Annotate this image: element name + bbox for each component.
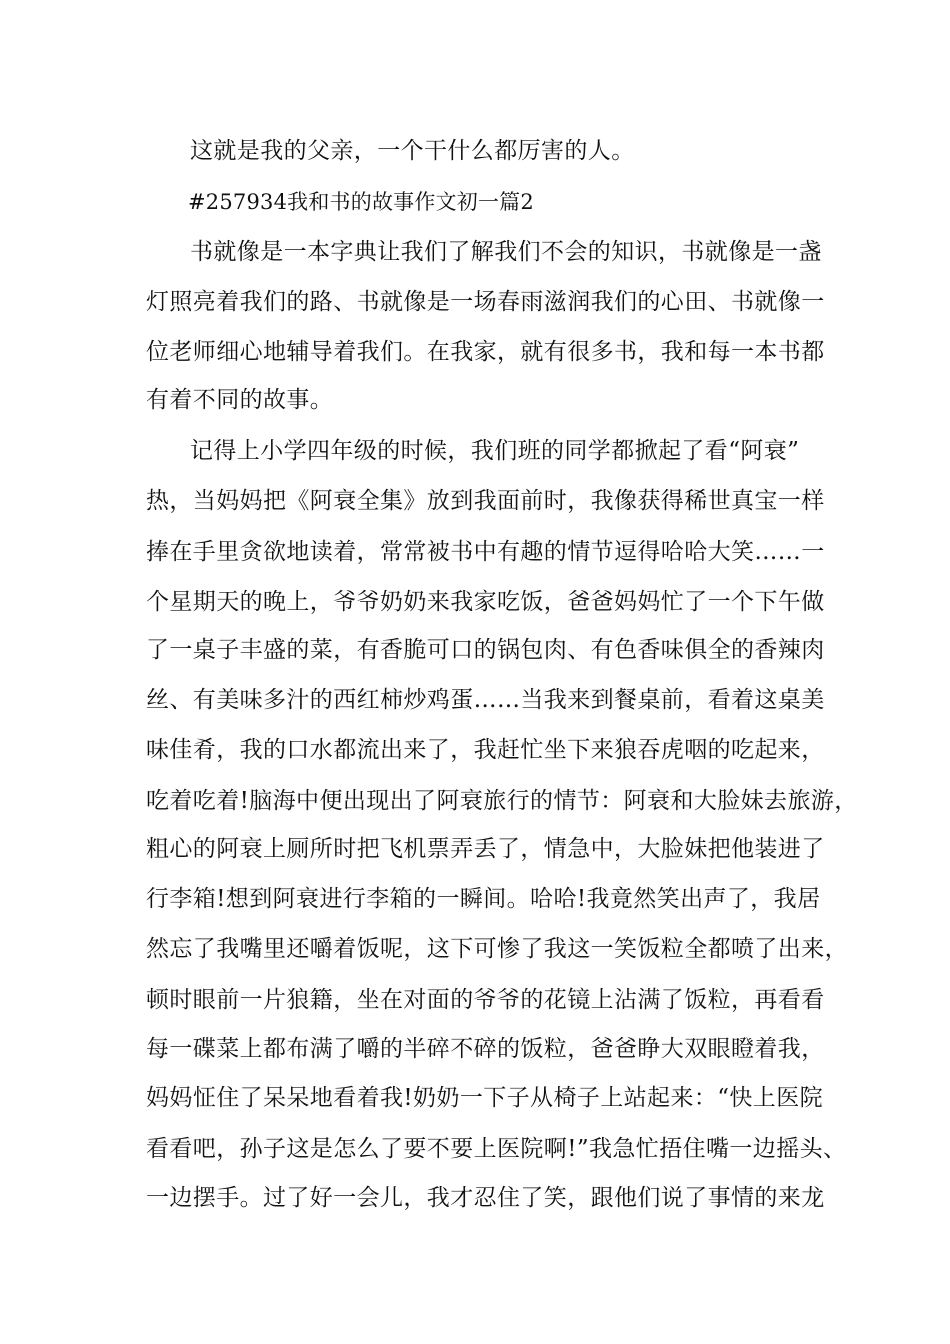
- text-line: 个星期天的晚上，爷爷奶奶来我家吃饭，爸爸妈妈忙了一个下午做: [146, 589, 825, 615]
- text-line: 这就是我的父亲，一个干什么都厉害的人。: [190, 138, 635, 164]
- text-line: 吃着吃着!脑海中便出现出了阿衰旅行的情节：阿衰和大脸妹去旅游，: [146, 788, 858, 814]
- text-line: 每一碟菜上都布满了嚼的半碎不碎的饭粒，爸爸睁大双眼瞪着我，: [146, 1036, 825, 1062]
- text-line: 有着不同的故事。: [146, 387, 334, 413]
- text-line: 味佳肴，我的口水都流出来了，我赶忙坐下来狼吞虎咽的吃起来，: [146, 737, 825, 763]
- section-heading: #257934我和书的故事作文初一篇2: [188, 190, 534, 214]
- text-line: 丝、有美味多汁的西红柿炒鸡蛋……当我来到餐桌前，看着这桌美: [146, 687, 825, 713]
- text-line: 看看吧，孙子这是怎么了要不要上医院啊!”我急忙捂住嘴一边摇头、: [146, 1136, 847, 1162]
- text-line: 粗心的阿衰上厕所时把飞机票弄丢了，情急中，大脸妹把他装进了: [146, 836, 825, 862]
- text-line: 记得上小学四年级的时候，我们班的同学都掀起了看“阿衰”: [190, 438, 800, 464]
- text-line: 捧在手里贪欲地读着，常常被书中有趣的情节逗得哈哈大笑……一: [146, 539, 825, 565]
- text-line: 灯照亮着我们的路、书就像是一场春雨滋润我们的心田、书就像一: [146, 289, 825, 315]
- text-line: 一边摆手。过了好一会儿，我才忍住了笑，跟他们说了事情的来龙: [146, 1185, 825, 1211]
- text-line: 顿时眼前一片狼籍，坐在对面的爷爷的花镜上沾满了饭粒，再看看: [146, 987, 825, 1013]
- text-line: 妈妈怔住了呆呆地看着我!奶奶一下子从椅子上站起来：“快上医院: [146, 1085, 824, 1111]
- text-line: 位老师细心地辅导着我们。在我家，就有很多书，我和每一本书都: [146, 339, 825, 365]
- text-line: 然忘了我嘴里还嚼着饭呢，这下可惨了我这一笑饭粒全都喷了出来，: [146, 936, 848, 962]
- text-line: 热，当妈妈把《阿衰全集》放到我面前时，我像获得稀世真宝一样: [146, 488, 825, 514]
- text-line: 了一桌子丰盛的菜，有香脆可口的锅包肉、有色香味俱全的香辣肉: [146, 637, 825, 663]
- text-line: 书就像是一本字典让我们了解我们不会的知识，书就像是一盏: [190, 239, 822, 265]
- text-line: 行李箱!想到阿衰进行李箱的一瞬间。哈哈!我竟然笑出声了，我居: [146, 886, 821, 912]
